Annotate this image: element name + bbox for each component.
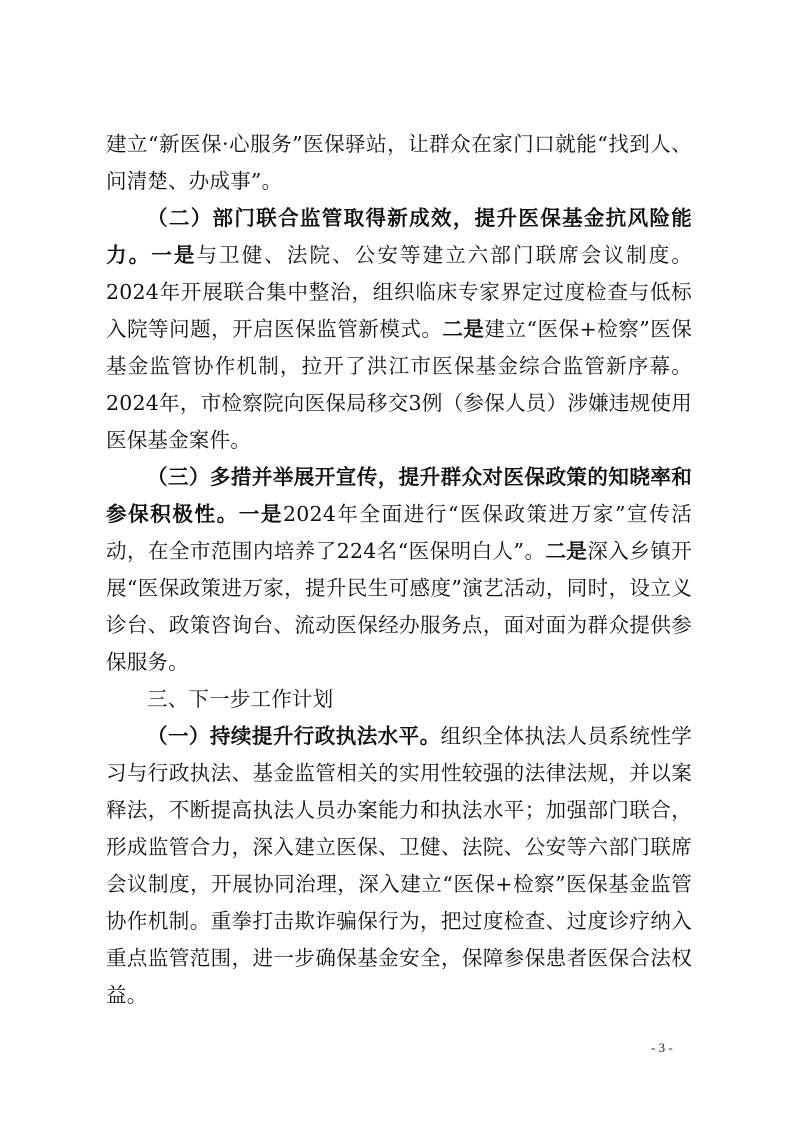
- paragraph-continuation: [106, 126, 692, 200]
- paragraph-text: 深入乡镇开展“医保政策进万家，提升民生可感度”演艺活动，同时，设立义诊台、政策咨询台、流动医保经办服务点，面对面为群众提供参保服务。: [106, 539, 693, 674]
- paragraph-text: 组织全体执法人员系统性学习与行政执法、基金监管相关的实用性较强的法律法规，并以案释法，不断提高执法人员办案能力和执法水平；加强部门联合，形成监管合力，深入建立医保、卫健、法院、公安等六部门联席会议制度，开展协同治理，深入建立“医保+检察”医保基金监管协作机制。重拳打击欺诈骗保行为，把过度检查、过度诊疗纳入重点监管范围，进一步确保基金安全，保障参保患者医保合法权益。: [106, 724, 692, 1007]
- lead-first: 一是: [151, 243, 197, 267]
- paragraph-text: 建立“医保+检察”医保基金监管协作机制，拉开了洪江市医保基金综合监管新序幕。2024年，市检察院向医保局移交3例（参保人员）涉嫌违规使用医保基金案件。: [106, 317, 692, 452]
- section-heading-next-steps: [106, 681, 692, 718]
- lead-second: 二是: [545, 539, 588, 563]
- subheading-publicity: （三）多措并举展开宣传，提升群众对医保政策的知晓率和参保积极性。: [106, 465, 692, 526]
- lead-first: 一是: [238, 502, 283, 526]
- section-title: 三、下一步工作计划: [147, 687, 334, 711]
- page-number: - 3 -: [651, 1040, 673, 1055]
- paragraph-joint-supervision: [106, 200, 692, 459]
- lead-second: 二是: [442, 317, 485, 341]
- subheading-joint-supervision: （二）部门联合监管取得新成效，提升医保基金抗风险能力。: [106, 206, 692, 267]
- paragraph-text: 建立“新医保·心服务”医保驿站，让群众在家门口就能“找到人、问清楚、办成事”。: [106, 132, 692, 193]
- paragraph-text: 与卫健、法院、公安等建立六部门联席会议制度。2024年开展联合集中整治，组织临床专家界定过度检查与低标入院等问题，开启医保监管新模式。: [106, 243, 693, 341]
- paragraph-publicity: [106, 459, 692, 681]
- subheading-law-enforcement: （一）持续提升行政执法水平。: [147, 724, 441, 748]
- document-body: [106, 126, 692, 1014]
- paragraph-text: 2024年全面进行“医保政策进万家”宣传活动，在全市范围内培养了224名“医保明白人”。: [106, 502, 692, 563]
- paragraph-law-enforcement: [106, 718, 692, 1014]
